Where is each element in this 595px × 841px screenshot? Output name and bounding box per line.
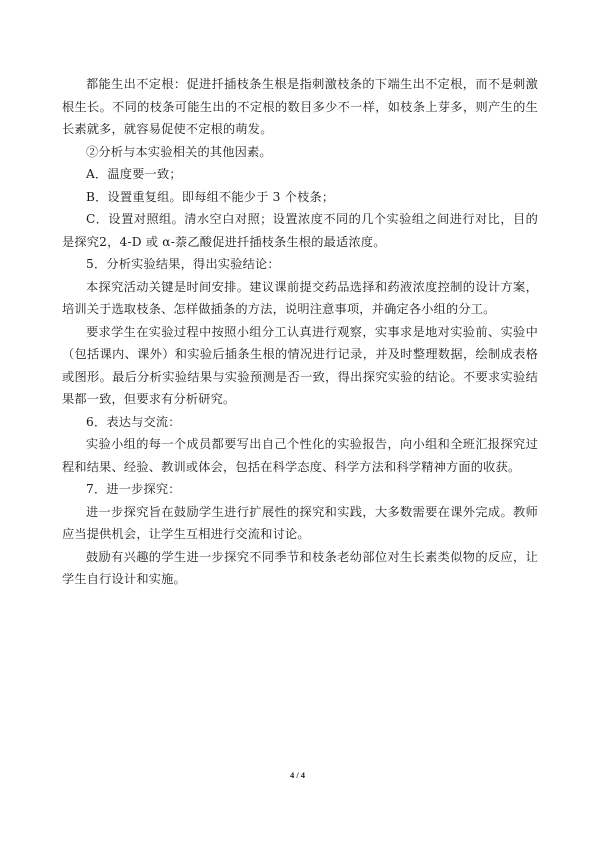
document-body [62, 73, 538, 591]
page-number: 4 / 4 [289, 770, 306, 780]
paragraph-extended-inquiry: 进一步探究旨在鼓励学生进行扩展性的探究和实践，大多数需要在课外完成。教师应当提供机会，让学生互相进行交流和讨论。 [62, 504, 538, 541]
heading-further-inquiry: 7．进一步探究： [86, 482, 181, 496]
list-item-control-group: C．设置对照组。清水空白对照；设置浓度不同的几个实验组之间进行对比，目的是探究2，4-D 或 α-萘乙酸促进扦插枝条生根的最适浓度。 [62, 212, 538, 249]
paragraph-other-factors: ②分析与本实验相关的其他因素。 [86, 144, 272, 159]
paragraph-adventitious-roots: 都能生出不定根：促进扦插枝条生根是指刺激枝条的下端生出不定根，而不是刺激根生长。不同的枝条可能生出的不定根的数目多少不一样，如枝条上芽多，则产生的生长素就多，就容易促使不定根的萌发。 [62, 77, 538, 136]
paragraph-experiment-report: 实验小组的每一个成员都要写出自己个性化的实验报告，向小组和全班汇报探究过程和结果、经验、教训或体会，包括在科学态度、科学方法和科学精神方面的收获。 [62, 437, 538, 474]
heading-analyze-results: 5．分析实验结果，得出实验结论： [86, 257, 280, 271]
list-item-repeat-group: B．设置重复组。即每组不能少于 3 个枝条； [86, 189, 335, 204]
paragraph-encourage-students: 鼓励有兴趣的学生进一步探究不同季节和枝条老幼部位对生长素类似物的反应，让学生自行设计和实施。 [62, 549, 538, 586]
paragraph-time-arrangement: 本探究活动关键是时间安排。建议课前提交药品选择和药液浓度控制的设计方案，培训关于选取枝条、怎样做插条的方法，说明注意事项，并确定各小组的分工。 [62, 279, 538, 316]
heading-expression-communication: 6．表达与交流： [86, 414, 181, 429]
paragraph-observation-requirements: 要求学生在实验过程中按照小组分工认真进行观察，实事求是地对实验前、实验中（包括课内、课外）和实验后插条生根的情况进行记录，并及时整理数据，绘制成表格或图形。最后分析实验结果与实验预测是否一致，得出探究实验的结论。不要求实验结果都一致，但要求有分析研究。 [62, 324, 538, 406]
list-item-temperature: A．温度要一致； [86, 167, 182, 181]
